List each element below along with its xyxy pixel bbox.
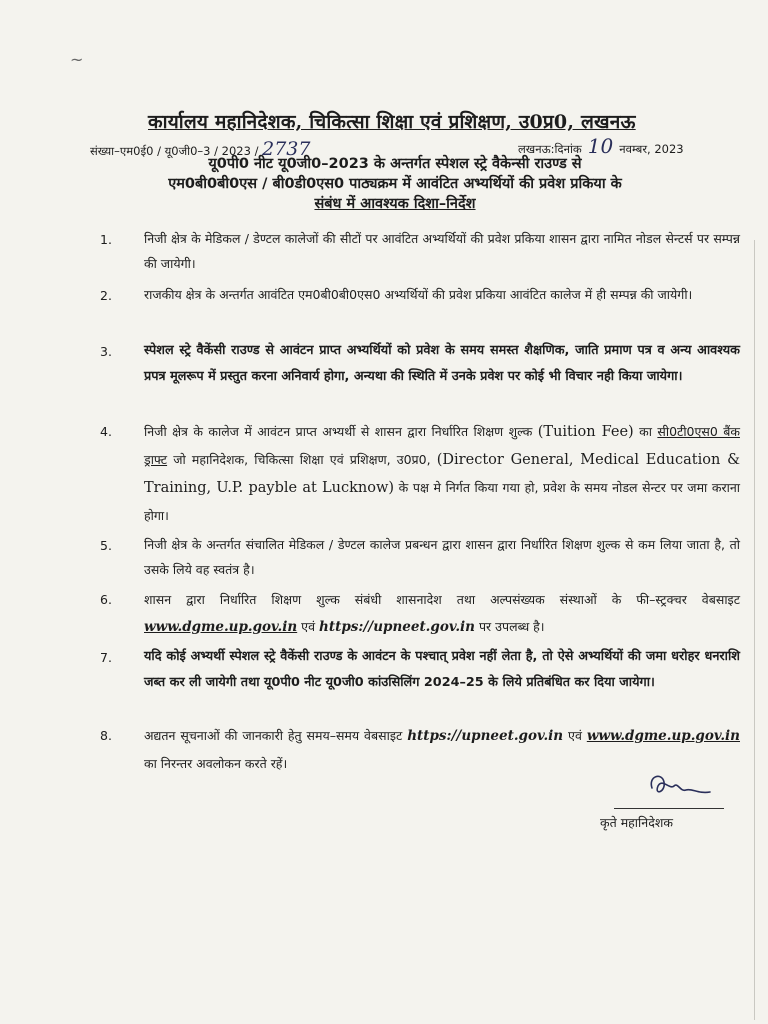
website-link-dgme[interactable]: www.dgme.up.gov.in	[586, 728, 740, 744]
item-text: निजी क्षेत्र के मेडिकल / डेण्टल कालेजों की सीटों पर आवंटित अभ्यर्थियों की प्रवेश प्रकिया शासन द्वारा नामित नोडल सेन्टर्स पर सम्पन्न की जायेगी।	[144, 231, 740, 271]
signature-underline	[614, 808, 724, 809]
date-handwritten: 10	[587, 134, 614, 158]
subject-line-1: यू0पी0 नीट यू0जी0–2023 के अन्तर्गत स्पेशल स्ट्रे वैकेन्सी राउण्ड से	[208, 156, 582, 172]
date-label: लखनऊ:दिनांक	[518, 142, 582, 156]
list-item-4	[100, 418, 740, 530]
item-number: 3.	[100, 344, 112, 359]
office-heading: कार्यालय महानिदेशक, चिकित्सा शिक्षा एवं प्रशिक्षण, उ0प्र0, लखनऊ	[148, 111, 636, 133]
signer-designation: कृते महानिदेशक	[600, 815, 673, 830]
date-rest: नवम्बर, 2023	[619, 142, 684, 156]
subject-line-2: एम0बी0बी0एस / बी0डी0एस0 पाठ्यक्रम में आवंटित अभ्यर्थियों की प्रवेश प्रकिया के	[168, 176, 622, 192]
item-text: शासन द्वारा निर्धारित शिक्षण शुल्क संबंधी शासनादेश तथा अल्पसंख्यक संस्थाओं के फी–स्ट्रक्चर वेबसाइट www.dgme.up.gov.in एवं https://upneet.gov.in पर उपलब्ध है।	[144, 592, 740, 635]
item-text: राजकीय क्षेत्र के अन्तर्गत आवंटित एम0बी0बी0एस0 अभ्यर्थियों की प्रवेश प्रकिया आवंटित कालेज में ही सम्पन्न की जायेगी।	[144, 287, 693, 302]
item-number: 7.	[100, 650, 112, 665]
reference-handwritten: 2737	[262, 138, 311, 160]
punch-mark: ~	[70, 50, 84, 69]
item-number: 4.	[100, 424, 112, 439]
reference-prefix: संख्या–एम0ई0 / यू0जी0–3 / 2023 /	[90, 144, 259, 158]
item-number: 8.	[100, 728, 112, 743]
item-number: 2.	[100, 288, 112, 303]
item-text: निजी क्षेत्र के कालेज में आवंटन प्राप्त अभ्यर्थी से शासन द्वारा निर्धारित शिक्षण शुल्क (Tuition Fee) का सी0टी0एस0 बैंक ड्राफ्ट जो महानिदेशक, चिकित्सा शिक्षा एवं प्रशिक्षण, उ0प्र0, (Director General, Medical Education & Training, U.P. payble at Lucknow) के पक्ष मे निर्गत किया गया हो, प्रवेश के समय नोडल सेन्टर पर जमा कराना होगा।	[144, 424, 740, 523]
list-item-1	[100, 226, 740, 276]
item-text: स्पेशल स्ट्रे वैकेंसी राउण्ड से आवंटन प्राप्त अभ्यर्थियों को प्रवेश के समय समस्त शैक्षणिक, जाति प्रमाण पत्र व अन्य आवश्यक प्रपत्र मूलरूप में प्रस्तुत करना अनिवार्य होगा, अन्यथा की स्थिति में उनके प्रवेश पर कोई भी विचार नही किया जायेगा।	[144, 343, 740, 384]
website-link-upneet[interactable]: https://upneet.gov.in	[319, 619, 475, 635]
item-number: 1.	[100, 232, 112, 247]
item-number: 6.	[100, 592, 112, 607]
list-item-6	[100, 586, 740, 641]
subject-line-3: संबंध में आवश्यक दिशा–निर्देश	[314, 196, 476, 212]
page-edge-line	[754, 240, 755, 1020]
item-text: निजी क्षेत्र के अन्तर्गत संचालित मेडिकल / डेण्टल कालेज प्रबन्धन द्वारा शासन द्वारा निर्धारित शिक्षण शुल्क से कम लिया जाता है, तो उसके लिये वह स्वतंत्र है।	[144, 537, 740, 577]
list-item-3	[100, 338, 740, 390]
item-text: यदि कोई अभ्यर्थी स्पेशल स्ट्रे वैकेंसी राउण्ड के आवंटन के पश्चात् प्रवेश नहीं लेता है, तो ऐसे अभ्यर्थियों की जमा धरोहर धनराशि जब्त कर ली जायेगी तथा यू0पी0 नीट यू0जी0 कांउसिलिंग 2024–25 के लिये प्रतिबंधित कर दिया जायेगा।	[144, 649, 740, 690]
bank-draft-text: सी0टी0एस0 बैंक ड्राफ्ट	[144, 424, 740, 467]
subject-heading	[135, 154, 655, 214]
website-link-upneet[interactable]: https://upneet.gov.in	[407, 728, 564, 744]
item-number: 5.	[100, 538, 112, 553]
item-text: अद्यतन सूचनाओं की जानकारी हेतु समय–समय वेबसाइट https://upneet.gov.in एवं www.dgme.up.gov.in का निरन्तर अवलोकन करते रहें।	[144, 728, 740, 771]
list-item-2	[100, 282, 740, 307]
website-link-dgme[interactable]: www.dgme.up.gov.in	[144, 619, 298, 635]
list-item-5	[100, 532, 740, 582]
list-item-7	[100, 644, 740, 696]
